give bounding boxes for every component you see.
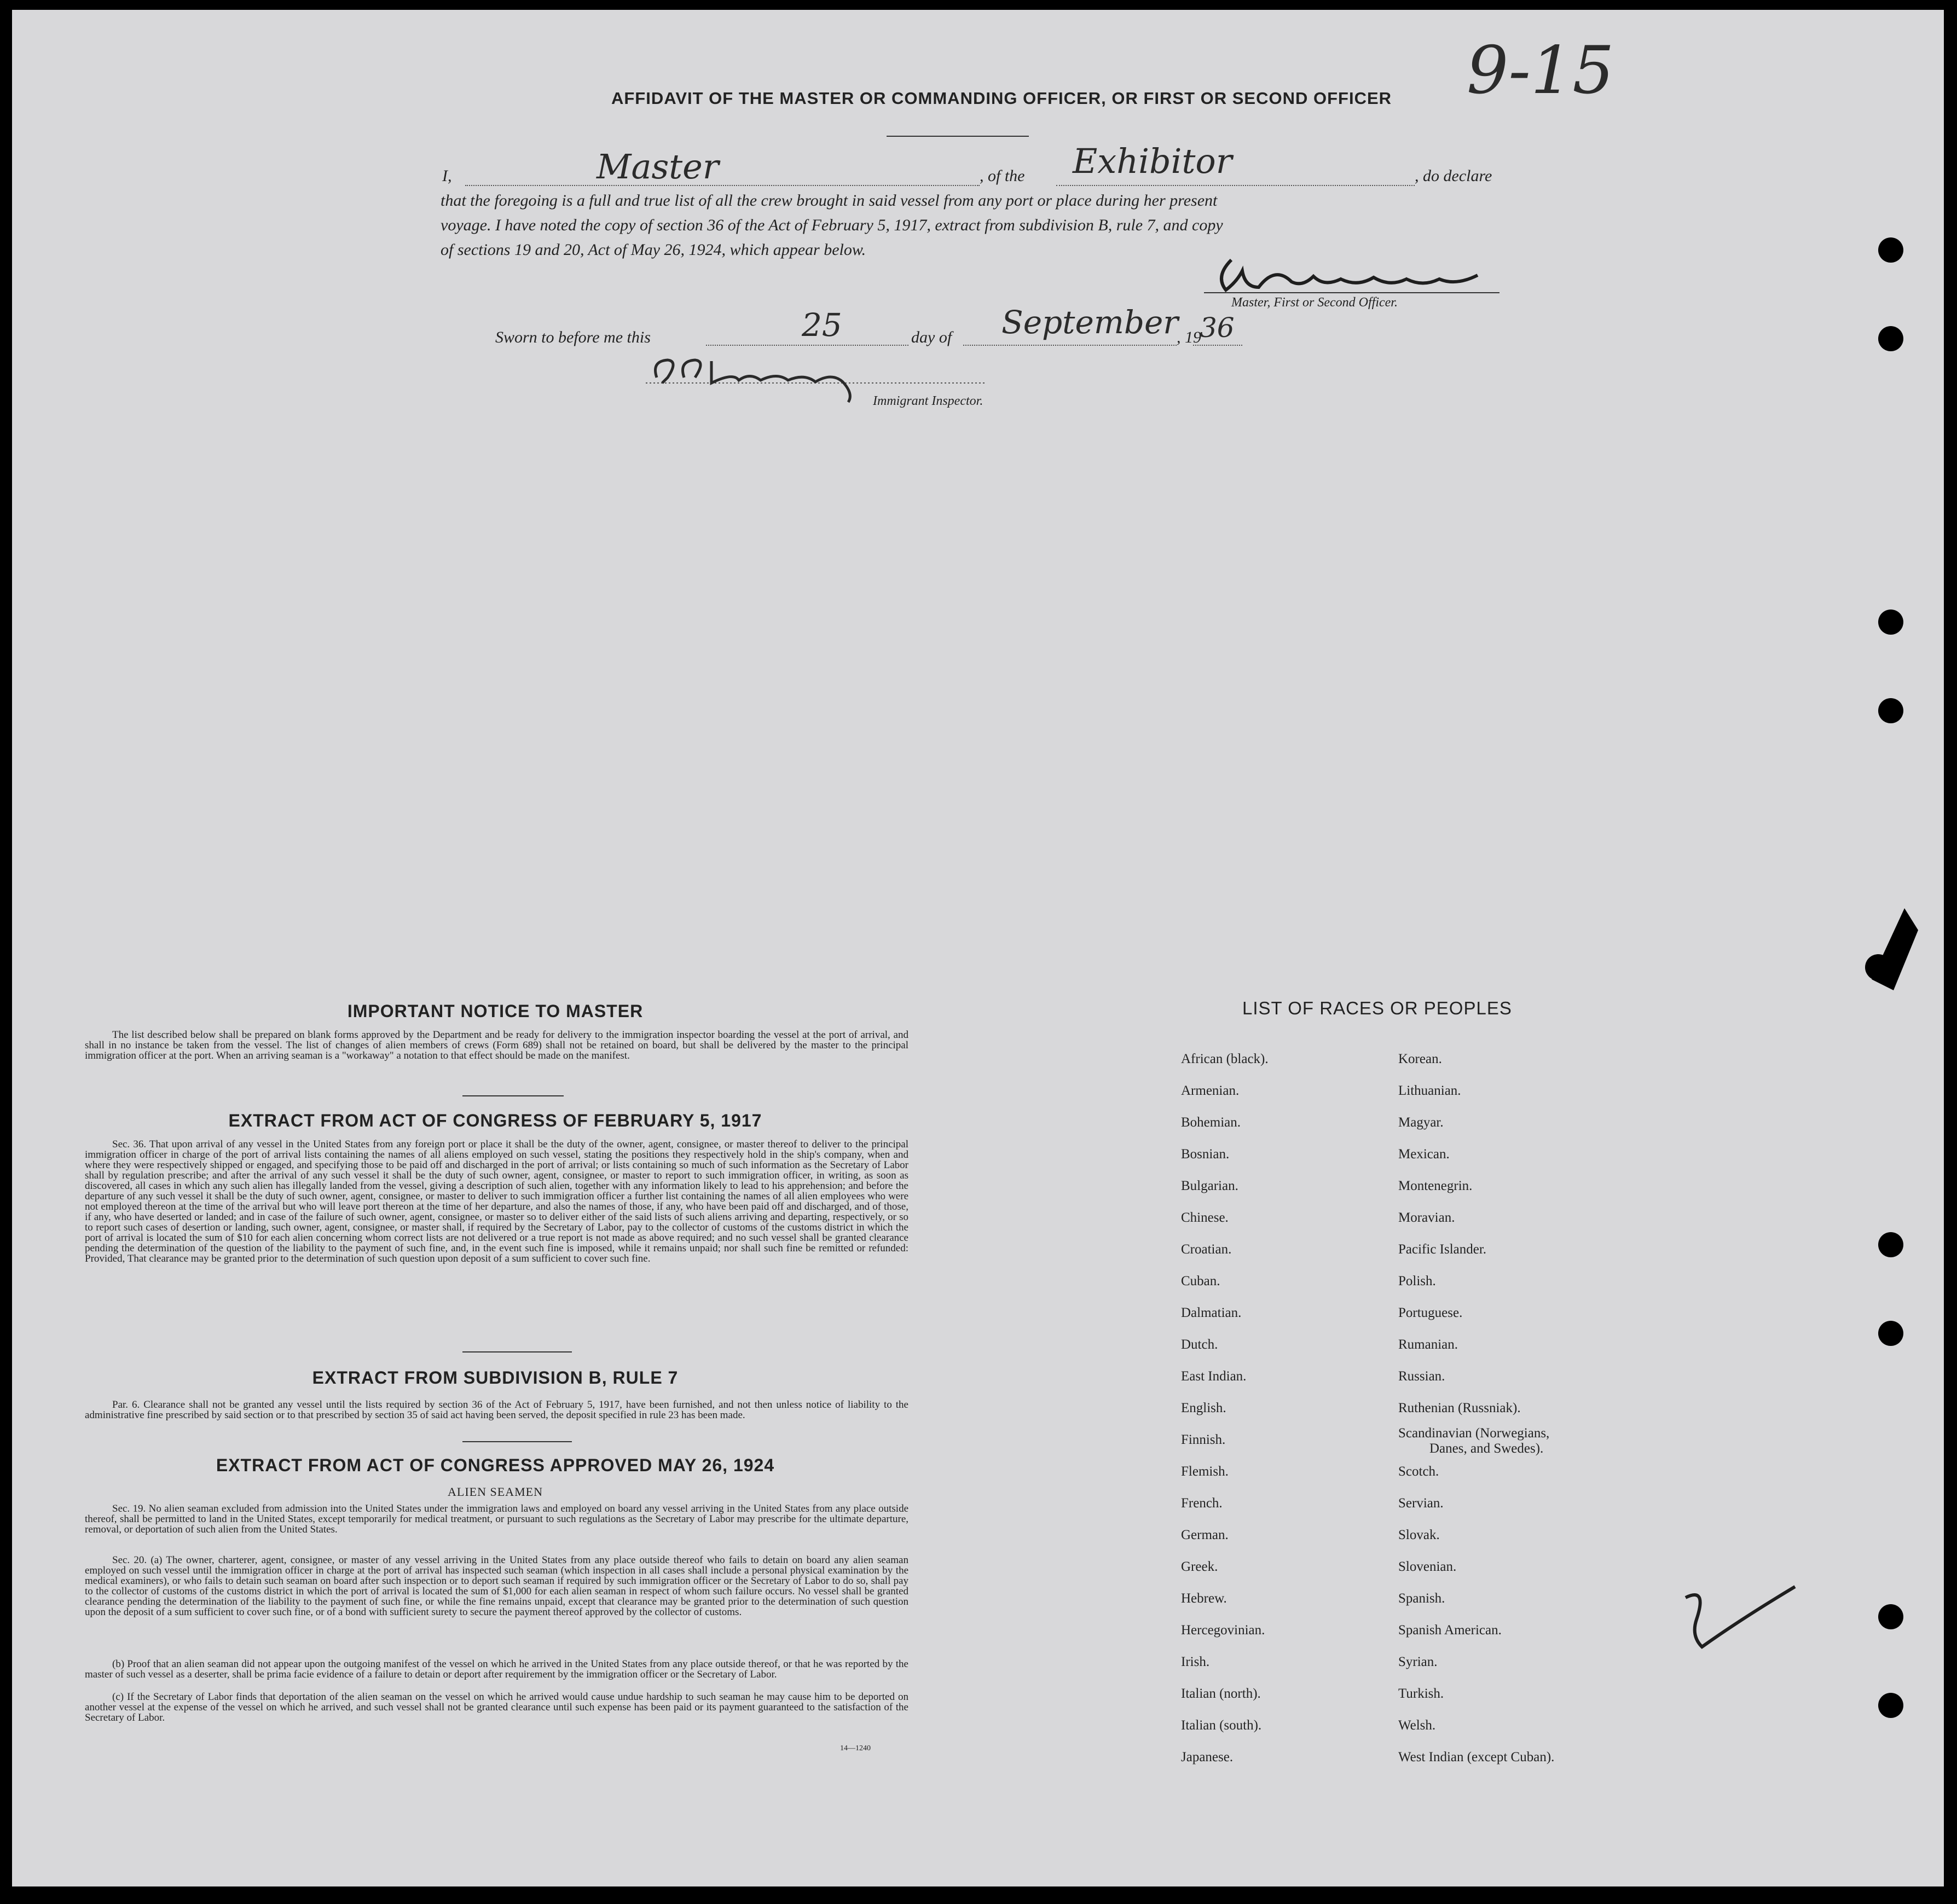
affidavit-line-4: of sections 19 and 20, Act of May 26, 1924, which appear below. (441, 241, 866, 259)
race-item: Syrian. (1398, 1655, 1438, 1669)
sec-20a-text: Sec. 20. (a) The owner, charterer, agent, consignee, or master of any vessel arriving in the United States from any place outside thereof who fails to detain on board any alien seaman employed on such vessel until the immigration officer in charge at the port of arrival has inspected such seaman (which inspection in all cases shall include a personal physical examination by the medical examiners), or who fails to detain such seaman on board after such inspection or to deport such seaman if required by such immigration officer or the Secretary of Labor to do so, shall pay to the collector of customs of the customs district in which the port of arrival is located the sum of $1,000 for each alien seaman in respect of whom such failure occurs. No vessel shall be granted clearance pending the determination of the liability to the payment of such fine, or while the fine remains unpaid, except that clearance may be granted prior to the determination of such question upon the deposit of a sum sufficient to cover such fine, or of a bond with sufficient surety to secure the payment thereof approved by the collector of customs. (85, 1554, 908, 1618)
race-item: Rumanian. (1398, 1337, 1458, 1352)
extract-1917-title: EXTRACT FROM ACT OF CONGRESS OF FEBRUARY 5, 1917 (228, 1111, 762, 1130)
punch-hole (1878, 1604, 1903, 1629)
sec-20b-text: (b) Proof that an alien seaman did not appear upon the outgoing manifest of the vessel on which he arrived in the United States from any place outside thereof, or that he was reported by the master of such vessel as a deserter, shall be prima facie evidence of a failure to detain or deport after requirement by the immigration officer or the Secretary of Labor. (85, 1658, 908, 1680)
race-item: Servian. (1398, 1496, 1444, 1511)
page-number-handwritten: 9-15 (1467, 33, 1614, 109)
do-declare-label: , do declare (1415, 167, 1492, 185)
extract-1924-title: EXTRACT FROM ACT OF CONGRESS APPROVED MAY 26, 1924 (216, 1455, 775, 1475)
race-item: East Indian. (1181, 1369, 1247, 1384)
race-item: Pacific Islander. (1398, 1242, 1487, 1257)
of-the-label: , of the (980, 167, 1025, 185)
race-item: Irish. (1181, 1655, 1210, 1669)
race-item: Japanese. (1181, 1750, 1234, 1764)
race-item: Montenegrin. (1398, 1179, 1473, 1193)
race-item: Dutch. (1181, 1337, 1218, 1352)
vessel-name-handwritten: Exhibitor (1073, 141, 1232, 181)
race-item: Finnish. (1181, 1432, 1226, 1447)
race-item: Mexican. (1398, 1147, 1450, 1162)
affidavit-line-2: that the foregoing is a full and true list of all the crew brought in said vessel from any port or place during her present (441, 191, 1218, 210)
year-line (1193, 345, 1242, 346)
race-item: Armenian. (1181, 1083, 1240, 1098)
day-line (706, 345, 908, 346)
day-of-label: day of (911, 328, 952, 346)
year-handwritten: 36 (1200, 312, 1235, 344)
race-item: Ruthenian (Russniak). (1398, 1401, 1521, 1415)
race-item: Hercegovinian. (1181, 1623, 1265, 1638)
affidavit-i: I, (442, 167, 452, 185)
race-item: Slovak. (1398, 1528, 1440, 1542)
race-item: English. (1181, 1401, 1226, 1415)
year-prefix: , 19 (1177, 328, 1201, 346)
punch-hole (1878, 698, 1903, 723)
punch-hole (1878, 1232, 1903, 1257)
race-item: Polish. (1398, 1274, 1436, 1288)
race-item: Dalmatian. (1181, 1305, 1242, 1320)
rule-7-title: EXTRACT FROM SUBDIVISION B, RULE 7 (312, 1368, 679, 1388)
notice-title: IMPORTANT NOTICE TO MASTER (347, 1001, 644, 1021)
race-item: Slovenian. (1398, 1559, 1457, 1574)
sec-20c-text: (c) If the Secretary of Labor finds that deportation of the alien seaman on the vessel on which he arrived would cause undue hardship to such seaman he may cause him to be deported on another vessel at the expense of the vessel on which he arrived, and such vessel shall not be granted clearance until such expense has been paid or its payment guaranteed to the satisfaction of the Secretary of Labor. (85, 1691, 908, 1723)
race-item: Chinese. (1181, 1210, 1229, 1225)
race-item: Greek. (1181, 1559, 1218, 1574)
race-item: Spanish. (1398, 1591, 1445, 1606)
race-item: Danes, and Swedes). (1429, 1441, 1544, 1456)
race-item: Korean. (1398, 1052, 1442, 1066)
notice-divider (462, 1095, 564, 1096)
notice-body: The list described below shall be prepared on blank forms approved by the Department and be ready for delivery to the immigration inspector boarding the vessel at the port of arrival, and shall in no instance be taken from the vessel. The list of changes of alien members of crews (Form 689) shall not be retained on board, but shall be delivered by the master to the principal immigration officer at the port. When an arriving seaman is a "workaway" a notation to that effect should be made on the manifest. (85, 1029, 908, 1061)
alien-seamen-subtitle: ALIEN SEAMEN (448, 1485, 543, 1499)
race-item: Flemish. (1181, 1464, 1229, 1479)
punch-hole (1878, 326, 1903, 351)
month-handwritten: September (1001, 304, 1178, 341)
race-item: African (black). (1181, 1052, 1269, 1066)
day-handwritten: 25 (802, 306, 842, 344)
punch-hole (1878, 1321, 1903, 1346)
rule-7-body: Par. 6. Clearance shall not be granted any vessel until the lists required by section 36 of the Act of February 5, 1917, have been furnished, and not then unless notice of liability to the administrative fine prescribed by said section or to that prescribed by section 35 of said act having been served, the deposit specified in rule 23 has been made. (85, 1399, 908, 1421)
race-item: Russian. (1398, 1369, 1445, 1384)
race-item: Bosnian. (1181, 1147, 1230, 1162)
master-name-line (465, 185, 980, 186)
extract-1917-divider (462, 1351, 572, 1352)
torn-punch-hole (1850, 897, 1921, 996)
race-item: Turkish. (1398, 1686, 1444, 1701)
race-item: Hebrew. (1181, 1591, 1227, 1606)
race-item: Bohemian. (1181, 1115, 1241, 1130)
check-mark (1675, 1576, 1806, 1658)
title-divider (887, 136, 1029, 137)
race-item: Scandinavian (Norwegians, (1398, 1426, 1550, 1441)
race-item: Scotch. (1398, 1464, 1439, 1479)
race-item: Croatian. (1181, 1242, 1232, 1257)
punch-hole (1878, 1693, 1903, 1718)
race-item: Italian (south). (1181, 1718, 1262, 1733)
race-item: Welsh. (1398, 1718, 1436, 1733)
race-item: Lithuanian. (1398, 1083, 1461, 1098)
affidavit-title: AFFIDAVIT OF THE MASTER OR COMMANDING OFFICER, OR FIRST OR SECOND OFFICER (611, 89, 1392, 108)
rule-7-divider (462, 1441, 572, 1442)
race-item: Moravian. (1398, 1210, 1455, 1225)
inspector-caption: Immigrant Inspector. (873, 394, 983, 408)
punch-hole (1878, 237, 1903, 263)
race-item: Bulgarian. (1181, 1179, 1238, 1193)
race-item: French. (1181, 1496, 1223, 1511)
form-number: 14—1240 (840, 1744, 871, 1752)
race-item: Magyar. (1398, 1115, 1444, 1130)
race-item: West Indian (except Cuban). (1398, 1750, 1555, 1764)
affidavit-line-3: voyage. I have noted the copy of section 36 of the Act of February 5, 1917, extract from subdivision B, rule 7, and copy (441, 216, 1223, 234)
races-title: LIST OF RACES OR PEOPLES (1242, 998, 1512, 1018)
master-name-handwritten: Master (597, 147, 719, 187)
race-item: Portuguese. (1398, 1305, 1463, 1320)
month-line (963, 345, 1177, 346)
sec-19-text: Sec. 19. No alien seaman excluded from admission into the United States under the immigration laws and employed on board any vessel arriving in the United States from any place outside thereof, shall be permitted to land in the United States, except temporarily for medical treatment, or pursuant to such regulations as the Secretary of Labor may prescribe for the ultimate departure, removal, or deportation of such alien from the United States. (85, 1503, 908, 1535)
race-item: Spanish American. (1398, 1623, 1502, 1638)
punch-hole (1878, 609, 1903, 635)
race-item: German. (1181, 1528, 1229, 1542)
signature-caption: Master, First or Second Officer. (1231, 295, 1398, 310)
extract-1917-body: Sec. 36. That upon arrival of any vessel in the United States from any foreign port or place it shall be the duty of the owner, agent, consignee, or master thereof to deliver to the principal immigration officer in charge of the port of arrival lists containing the names of all aliens employed on such vessel, stating the positions they respectively hold in the ship's company, when and where they were respectively shipped or engaged, and specifying those to be paid off and discharged in the port of arrival; or lists containing so much of such information as the Secretary of Labor shall by regulation prescribe; and after the arrival of any such vessel it shall be the duty of such owner, agent, consignee, or master to report to such immigration officer, in writing, as soon as discovered, all cases in which any such alien has illegally landed from the vessel, giving a description of such alien, together with any information likely to lead to his apprehension; and before the departure of any such vessel it shall be the duty of such owner, agent, consignee, or master to deliver to such immigration officer a further list containing the names of all alien employees who were not employed thereon at the time of the arrival but who will leave port thereon at the time of her departure, and also the names of those, if any, who have been paid off and discharged, and of those, if any, who have deserted or landed; and in case of the failure of such owner, agent, consignee, or master so to deliver either of the said lists of such aliens arriving and departing, respectively, or so to report such cases of desertion or landing, such owner, agent, consignee, or master shall, if required by the Secretary of Labor, pay to the collector of customs of the customs district in which the port of arrival is located the sum of $10 for each alien concerning whom correct lists are not delivered or a true report is not made as above required; and no such vessel shall be granted clearance pending the determination of the question of the liability to the payment of such fine, and, in the event such fine is imposed, while it remains unpaid; nor shall such fine be remitted or refunded: Provided, That clearance may be granted prior to the determination of such question upon deposit of a sum sufficient to cover such fine. (85, 1139, 908, 1264)
race-item: Cuban. (1181, 1274, 1220, 1288)
sworn-label: Sworn to before me this (495, 328, 651, 346)
vessel-name-line (1056, 185, 1415, 186)
race-item: Italian (north). (1181, 1686, 1261, 1701)
